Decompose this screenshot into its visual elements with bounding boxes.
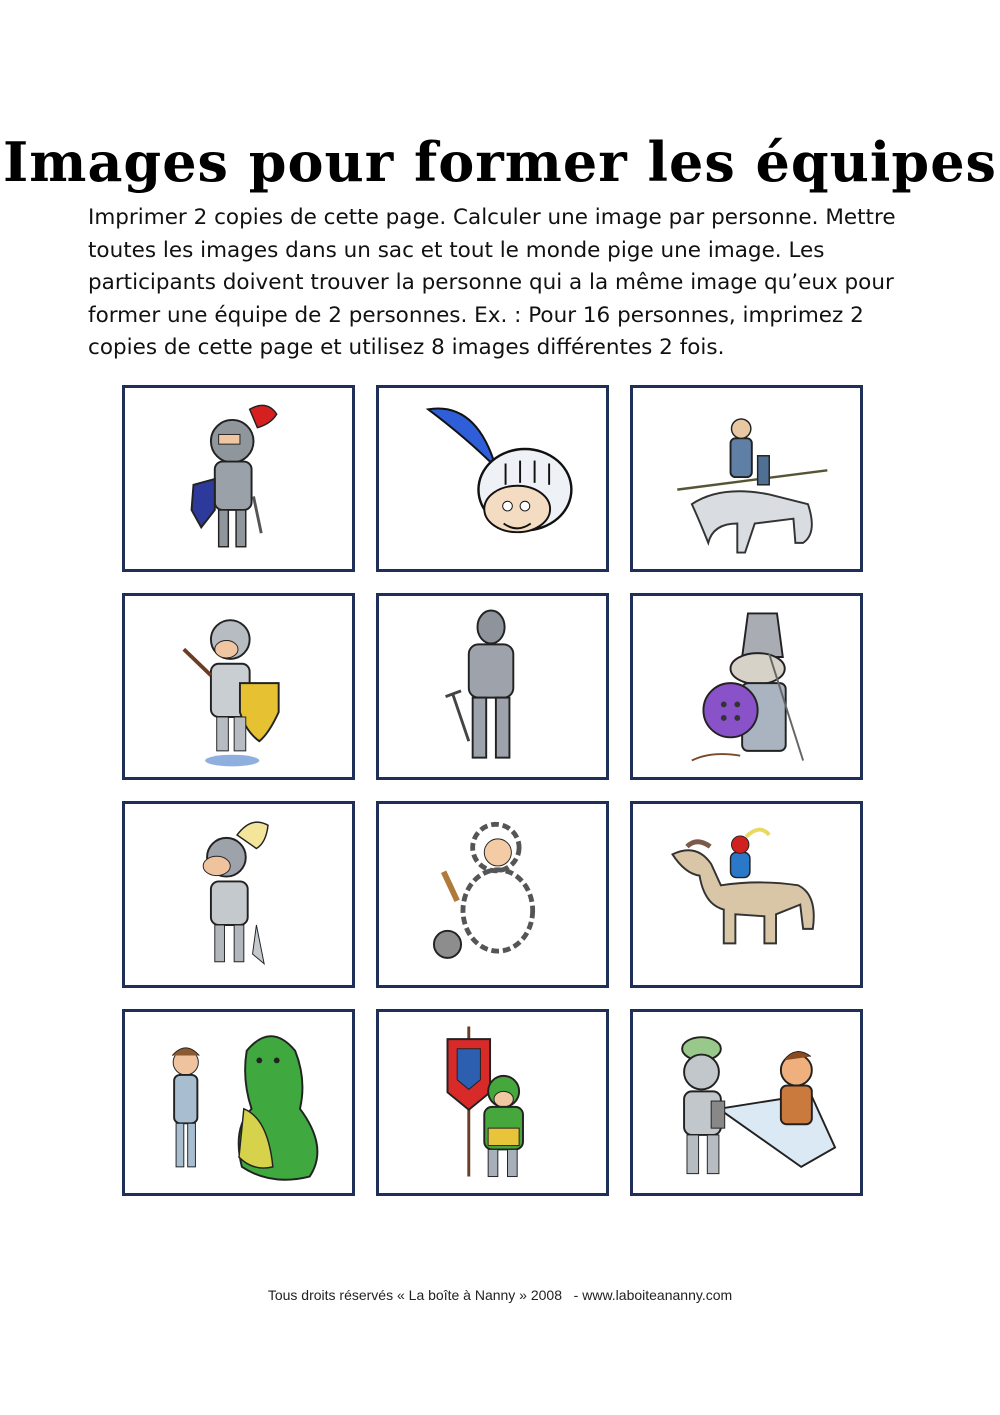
instructions-line: Imprimer 2 copies de cette page. Calculer une image par personne. Mettre: [88, 205, 896, 230]
image-card: [122, 385, 355, 572]
image-card: [376, 385, 609, 572]
knight-red-plume-icon: [125, 388, 352, 569]
image-card: [376, 593, 609, 780]
image-card: [122, 1009, 355, 1196]
instructions-line: participants doivent trouver la personne qui a la même image qu’eux pour: [88, 270, 894, 295]
instructions-line: toutes les images dans un sac et tout le monde pige une image. Les: [88, 237, 825, 263]
armored-knight-sword-icon: [379, 596, 606, 777]
image-card: [630, 801, 863, 988]
instructions-line: copies de cette page et utilisez 8 images différentes 2 fois.: [88, 335, 725, 360]
knight-sword-shield-icon: [125, 596, 352, 777]
image-card: [630, 1009, 863, 1196]
knight-yellow-plume-icon: [125, 804, 352, 985]
image-card: [630, 385, 863, 572]
image-card: [376, 1009, 609, 1196]
mouse-thimble-knight-icon: [633, 596, 860, 777]
footer-copyright: Tous droits réservés « La boîte à Nanny » 2008 - www.laboiteananny.com: [267, 1287, 733, 1303]
knight-helmet-blue-plume-icon: [379, 388, 606, 569]
image-card: [122, 593, 355, 780]
knight-with-big-sword-icon: [633, 1012, 860, 1193]
horse-with-rider-icon: [633, 804, 860, 985]
knight-with-banner-icon: [379, 1012, 606, 1193]
knight-in-chains-icon: [379, 804, 606, 985]
image-card: [630, 593, 863, 780]
image-card: [376, 801, 609, 988]
knight-on-horse-lance-icon: [633, 388, 860, 569]
image-card: [122, 801, 355, 988]
instructions-line: former une équipe de 2 personnes. Ex. : Pour 16 personnes, imprimez 2: [88, 302, 864, 328]
instructions: [88, 202, 918, 365]
knight-and-dragon-icon: [125, 1012, 352, 1193]
page-title: Images pour former les équipes: [3, 130, 997, 194]
